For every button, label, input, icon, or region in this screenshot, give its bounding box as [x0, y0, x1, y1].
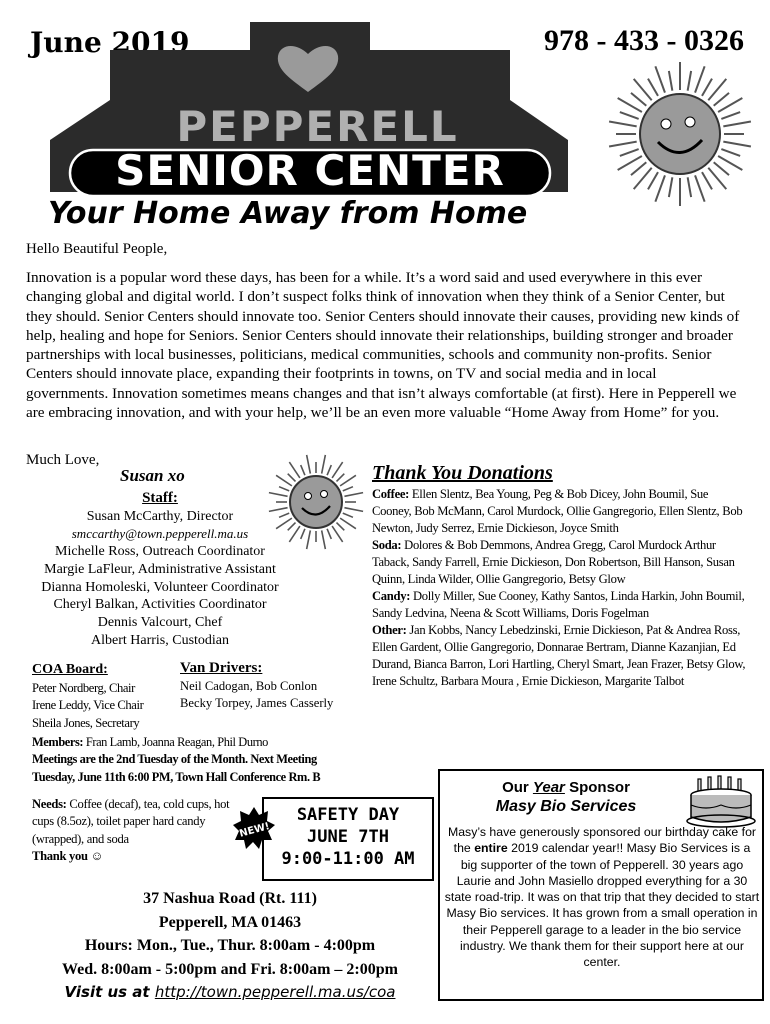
needs-section	[32, 796, 252, 866]
sun-icon	[606, 60, 754, 208]
donation-label: Other:	[372, 623, 407, 637]
new-badge-text: NEW!	[238, 821, 271, 840]
sponsor-description: Masy’s have generously sponsored our birthday cake for the entire 2019 calendar year!! Masy Bio Services is a big supporter of the town of Pepperell. 30 years ago Laurie and John Masiello dropped everything for a 30 state road-trip. It was on that trip that they decided to start Masy Bio services. It has grown from a small operation in their Pepperell garage to a leader in the bio service industry. We thank them for their support here at our center.	[444, 825, 760, 970]
meeting-info	[32, 734, 372, 786]
sponsor-heading: Our Year Sponsor	[502, 779, 630, 796]
donation-group	[372, 486, 750, 537]
donation-group	[372, 622, 750, 690]
tagline: Your Home Away from Home	[48, 196, 528, 231]
staff-member: Dianna Homoleski, Volunteer Coordinator	[41, 579, 279, 595]
address-street: 37 Nashua Road (Rt. 111)	[143, 890, 317, 907]
phone-number: 978 - 433 - 0326	[544, 24, 744, 57]
van-heading: Van Drivers:	[180, 660, 263, 676]
meeting-line: Meetings are the 2nd Tuesday of the Month. Next Meeting	[32, 752, 317, 767]
org-name-line1: PEPPERELL	[176, 102, 459, 151]
staff-member: Cheryl Balkan, Activities Coordinator	[53, 597, 267, 613]
donation-label: Soda:	[372, 538, 402, 552]
members-label: Members:	[32, 735, 84, 749]
coa-member: Sheila Jones, Secretary	[32, 715, 140, 730]
staff-director: Susan McCarthy, Director	[86, 508, 234, 524]
staff-email[interactable]: smccarthy@town.pepperell.ma.us	[71, 526, 249, 542]
safety-time: 9:00-11:00 AM	[281, 849, 415, 869]
donation-names: Dolores & Bob Demmons, Andrea Gregg, Carol Murdock Arthur Taback, Sandy Farrell, Ernie Dickieson, Don Robertson, Bill Hanson, Susan Quinn, Linda Wilder, Ollie Gangregorio, Betsy Glow	[372, 538, 735, 586]
website-link[interactable]: http://town.pepperell.ma.us/coa	[154, 983, 396, 1001]
new-burst-icon	[232, 806, 276, 850]
coa-heading: COA Board:	[32, 662, 108, 677]
coa-member: Irene Leddy, Vice Chair	[32, 698, 144, 713]
letter-body: Innovation is a popular word these days, has been for a while. It’s a word said and used everywhere in this ever changing global and digital world. I don’t suspect folks think of innovation when they think of a Senior Center, but they should. Senior Centers should innovate too. Senior Centers should innovate their causes, providing new kinds of help, healing and hope for Seniors. Senior Centers should innovate their relationships, building stronger and broader partnerships with local businesses, politicians, medical communities, schools and community non-profits. Senior Centers should innovate place, expanding their footprints in towns, on TV and social media and in local governments. Innovation sometimes means changes and that isn’t always comfortable (at first). Here in Pepperell we are embracing innovation, and with your help, we’ll be an even more valuable “Home Away from Home” for you.	[26, 269, 740, 422]
needs-label: Needs:	[32, 797, 67, 811]
staff-member: Margie LaFleur, Administrative Assistant	[44, 561, 276, 577]
greeting: Hello Beautiful People,	[26, 241, 168, 257]
donations-heading: Thank You Donations	[372, 462, 553, 484]
van-driver-line: Becky Torpey, James Casserly	[180, 696, 334, 711]
sponsor-name: Masy Bio Services	[495, 798, 637, 815]
sponsor-box	[438, 769, 764, 1001]
meeting-line: Tuesday, June 11th 6:00 PM, Town Hall Conference Rm. B	[32, 769, 321, 784]
needs-text: Coffee (decaf), tea, cold cups, hot cups (8.5oz), toilet paper hard candy (wrapped), and soda	[32, 797, 230, 846]
donation-names: Dolly Miller, Sue Cooney, Kathy Santos, Linda Harkin, John Boumil, Sandy Ledvina, Neena & Scott Williams, Doris Fogelman	[372, 589, 745, 620]
donations-list	[372, 486, 750, 690]
donation-group	[372, 588, 750, 622]
staff-list	[30, 490, 290, 649]
members-names: Fran Lamb, Joanna Reagan, Phil Durno	[83, 735, 268, 749]
address-block	[30, 887, 430, 1005]
org-name-line2: SENIOR CENTER	[115, 146, 505, 195]
hours-line: Wed. 8:00am - 5:00pm and Fri. 8:00am – 2:00pm	[62, 960, 398, 978]
safety-date: JUNE 7TH	[307, 827, 389, 847]
safety-day-box	[262, 797, 434, 881]
birthday-cake-icon	[684, 773, 758, 829]
coa-members	[32, 680, 143, 732]
coa-member: Peter Nordberg, Chair	[32, 681, 135, 695]
donation-names: Ellen Slentz, Bea Young, Peg & Bob Dicey, John Boumil, Sue Cooney, Bob McMann, Carol Murdock, Ollie Gangregorio, Ellen Slentz, Bob Newton, Judy Serrez, Ernie Dickieson, Joyce Smith	[372, 487, 743, 535]
address-city: Pepperell, MA 01463	[158, 913, 302, 931]
signature: Susan xo	[120, 466, 185, 485]
visit-label: Visit us at	[64, 983, 155, 1001]
hours-line: Hours: Mon., Tue., Thur. 8:00am - 4:00pm	[84, 937, 376, 954]
van-drivers	[180, 678, 333, 713]
safety-title: SAFETY DAY	[296, 805, 400, 825]
staff-member: Michelle Ross, Outreach Coordinator	[55, 544, 265, 560]
van-driver-line: Neil Cadogan, Bob Conlon	[180, 679, 318, 693]
donation-label: Candy:	[372, 589, 411, 603]
donation-label: Coffee:	[372, 487, 410, 501]
donation-group	[372, 537, 750, 588]
staff-member: Dennis Valcourt, Chef	[97, 614, 223, 630]
needs-thanks: Thank you ☺	[32, 849, 104, 864]
staff-member: Albert Harris, Custodian	[90, 632, 230, 648]
donation-names: Jan Kobbs, Nancy Lebedzinski, Ernie Dickieson, Pat & Andrea Ross, Ellen Gardent, Ollie Gangregorio, Donnarae Bertram, Dianne Kazanjian, Ed Durand, Bianca Barron, Lori Hartling, Cheryl Smart, Jean Frazer, Betsy Glow, Irene Schultz, Barbara Moura , Ernie Dickieson, Margarite Talbot	[372, 623, 746, 688]
newsletter-date: June 2019	[30, 26, 190, 59]
closing: Much Love,	[26, 452, 100, 468]
staff-heading: Staff:	[142, 490, 178, 506]
